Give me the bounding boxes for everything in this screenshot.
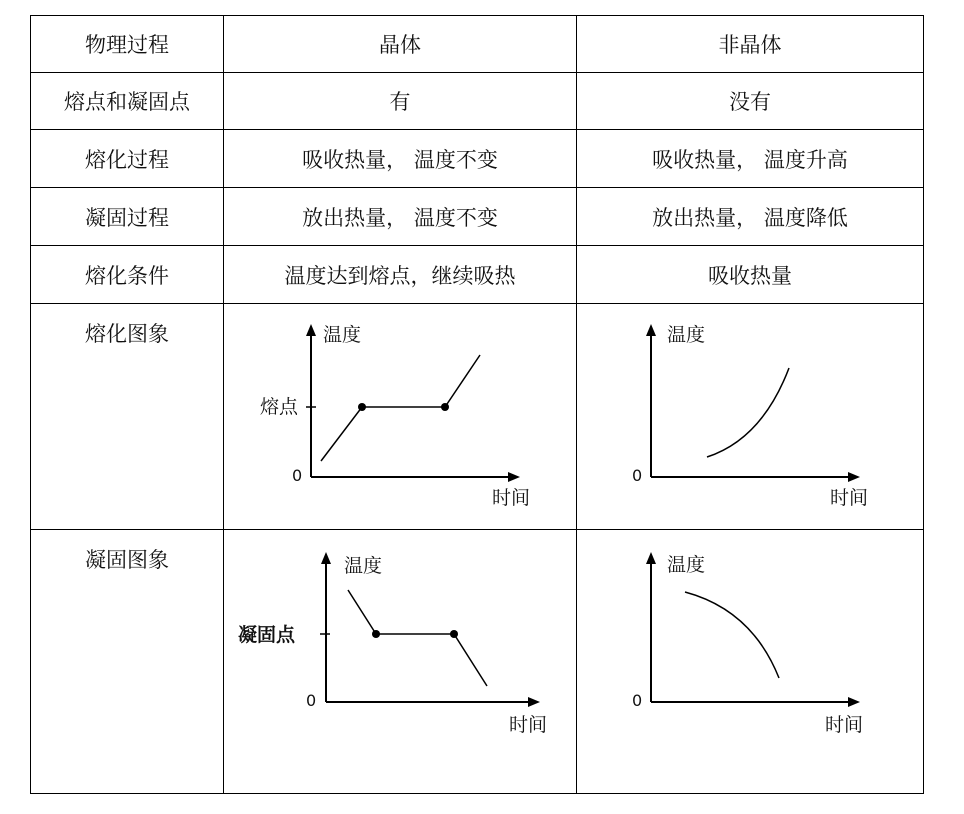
y-axis-arrow <box>646 324 656 336</box>
y-axis-label: 温度 <box>667 324 706 346</box>
freezing-start-point <box>372 630 380 638</box>
freezing-curve <box>685 592 779 678</box>
melting-curve <box>321 355 480 461</box>
header-crystal: 晶体 <box>224 16 577 73</box>
x-axis-arrow <box>528 697 540 707</box>
header-amorphous: 非晶体 <box>577 16 924 73</box>
x-axis-arrow <box>848 472 860 482</box>
origin-label: 0 <box>632 691 643 710</box>
row-label: 凝固图象 <box>31 530 224 794</box>
freezing-graph-row <box>31 530 924 794</box>
table-row <box>31 246 924 304</box>
amorphous-cell: 吸收热量 <box>577 246 924 304</box>
y-axis-label: 温度 <box>323 324 362 346</box>
crystal-cell: 吸收热量， 温度不变 <box>224 130 577 188</box>
freezing-end-point <box>450 630 458 638</box>
melting-start-point <box>358 403 366 411</box>
header-row <box>31 16 924 73</box>
y-axis-label: 温度 <box>344 555 383 577</box>
amorphous-freezing-graph-cell <box>577 530 924 794</box>
y-axis-arrow <box>646 552 656 564</box>
x-axis-label: 时间 <box>825 714 864 736</box>
origin-label: 0 <box>632 466 643 485</box>
origin-label: 0 <box>292 466 303 485</box>
y-axis-arrow <box>306 324 316 336</box>
table-row <box>31 130 924 188</box>
crystal-melting-graph <box>224 304 576 528</box>
melting-graph-row <box>31 304 924 530</box>
freezing-curve <box>348 590 487 686</box>
y-axis-arrow <box>321 552 331 564</box>
crystal-freezing-graph <box>224 530 576 792</box>
amorphous-melting-graph-cell <box>577 304 924 530</box>
melting-point-label: 熔点 <box>260 396 299 418</box>
x-axis-arrow <box>508 472 520 482</box>
crystal-cell: 温度达到熔点，继续吸热 <box>224 246 577 304</box>
amorphous-melting-graph <box>577 304 923 528</box>
crystal-amorphous-table <box>30 15 924 794</box>
amorphous-freezing-graph <box>577 530 923 792</box>
melting-end-point <box>441 403 449 411</box>
crystal-cell: 放出热量， 温度不变 <box>224 188 577 246</box>
origin-label: 0 <box>306 691 317 710</box>
table-row <box>31 73 924 130</box>
freezing-point-label: 凝固点 <box>238 624 296 646</box>
header-process: 物理过程 <box>31 16 224 73</box>
crystal-freezing-graph-cell <box>224 530 577 794</box>
row-label: 熔化条件 <box>31 246 224 304</box>
comparison-table-container <box>30 15 924 794</box>
row-label: 熔化过程 <box>31 130 224 188</box>
amorphous-cell: 放出热量， 温度降低 <box>577 188 924 246</box>
row-label: 熔化图象 <box>31 304 224 530</box>
row-label: 凝固过程 <box>31 188 224 246</box>
x-axis-label: 时间 <box>830 487 869 509</box>
row-label: 熔点和凝固点 <box>31 73 224 130</box>
crystal-cell: 有 <box>224 73 577 130</box>
x-axis-label: 时间 <box>509 714 548 736</box>
y-axis-label: 温度 <box>667 554 706 576</box>
amorphous-cell: 没有 <box>577 73 924 130</box>
amorphous-cell: 吸收热量， 温度升高 <box>577 130 924 188</box>
melting-curve <box>707 368 789 457</box>
x-axis-label: 时间 <box>492 487 531 509</box>
x-axis-arrow <box>848 697 860 707</box>
crystal-melting-graph-cell <box>224 304 577 530</box>
table-row <box>31 188 924 246</box>
